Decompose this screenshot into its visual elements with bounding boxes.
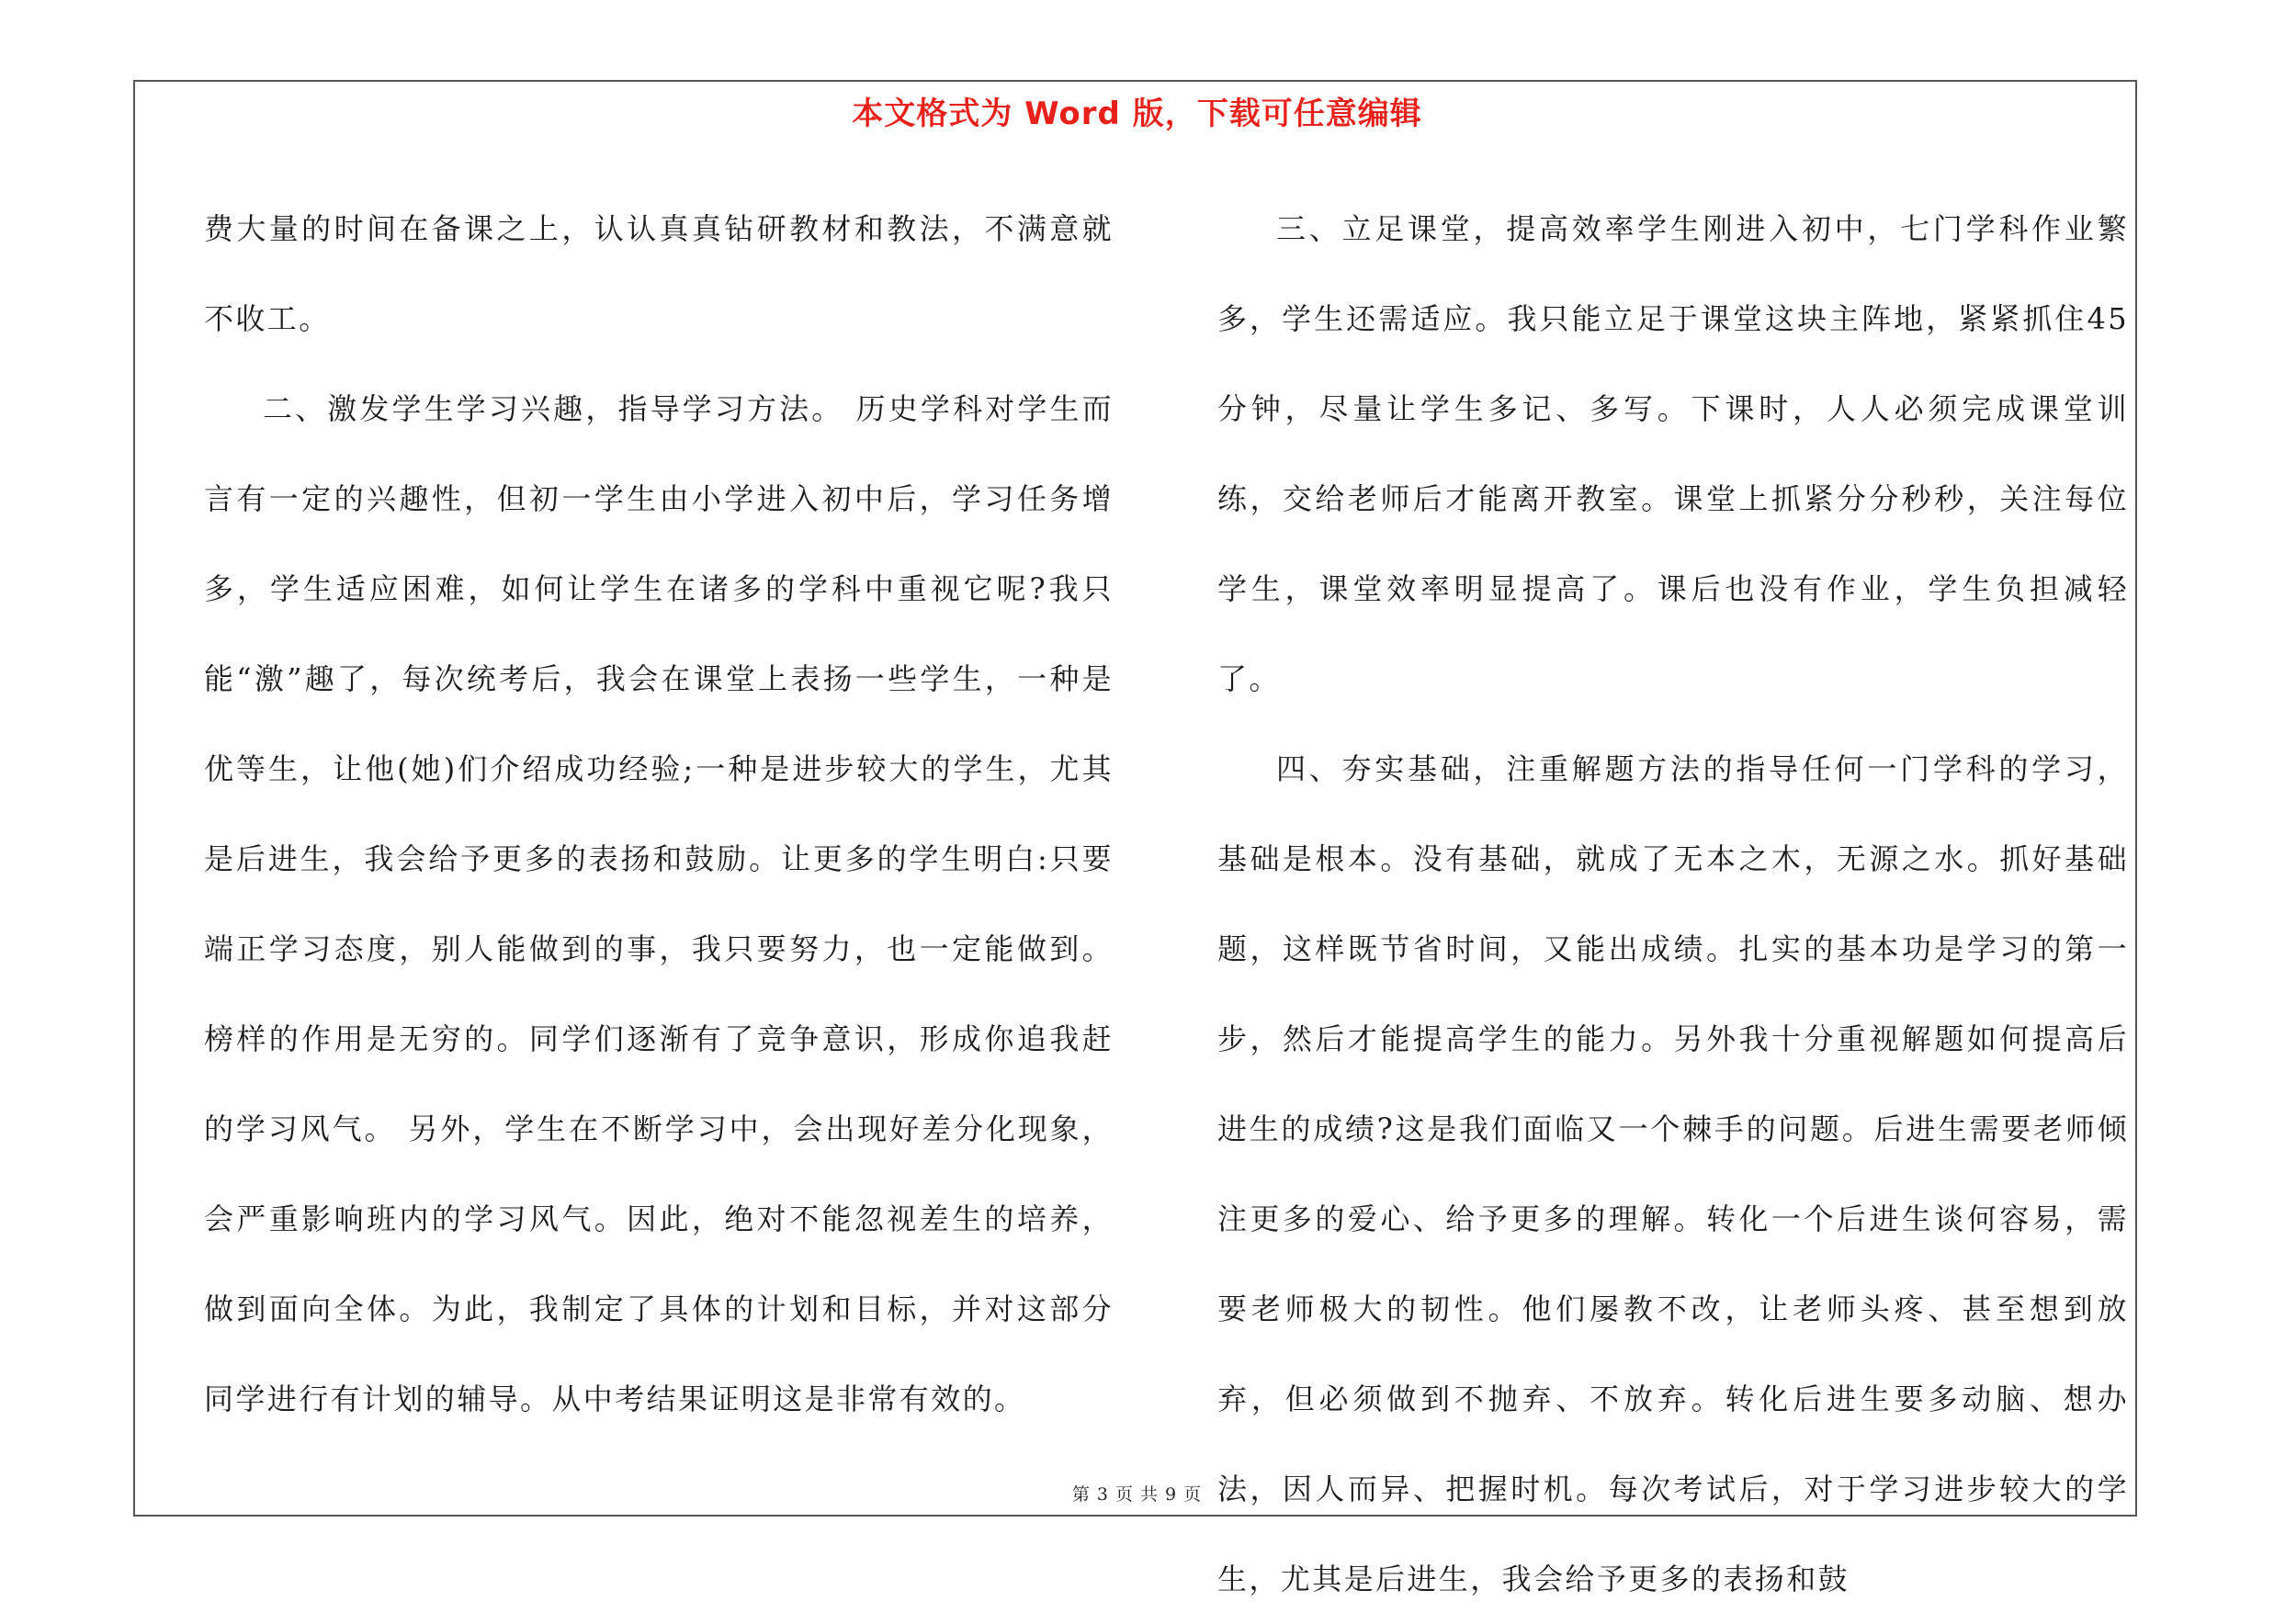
right-text-column [1217, 184, 2129, 1624]
paragraph-continuation: 费大量的时间在备课之上，认认真真钻研教材和教法，不满意就不收工。 [204, 211, 1114, 336]
left-text-column [204, 184, 1114, 1444]
format-notice-banner: 本文格式为 Word 版，下载可任意编辑 [852, 96, 1422, 132]
page-number: 第 3 页 共 9 页 [1071, 1484, 1203, 1505]
paragraph-section-four: 四、夯实基础，注重解题方法的指导任何一门学科的学习，基础是根本。没有基础，就成了无本之木，无源之水。抓好基础题，这样既节省时间，又能出成绩。扎实的基本功是学习的第一步，然后才能提高学生的能力。另外我十分重视解题如何提高后进生的成绩?这是我们面临又一个棘手的问题。后进生需要老师倾注更多的爱心、给予更多的理解。转化一个后进生谈何容易，需要老师极大的韧性。他们屡教不改，让老师头疼、甚至想到放弃，但必须做到不抛弃、不放弃。转化后进生要多动脑、想办法，因人而异、把握时机。每次考试后，对于学习进步较大的学生，尤其是后进生，我会给予更多的表扬和鼓 [1217, 751, 2129, 1596]
paragraph-section-three: 三、立足课堂，提高效率学生刚进入初中，七门学科作业繁多，学生还需适应。我只能立足于课堂这块主阵地，紧紧抓住45分钟，尽量让学生多记、多写。下课时，人人必须完成课堂训练，交给老师后才能离开教室。课堂上抓紧分分秒秒，关注每位学生，课堂效率明显提高了。课后也没有作业，学生负担减轻了。 [1217, 211, 2129, 696]
paragraph-section-two: 二、激发学生学习兴趣，指导学习方法。 历史学科对学生而言有一定的兴趣性，但初一学生由小学进入初中后，学习任务增多，学生适应困难，如何让学生在诸多的学科中重视它呢?我只能“激”趣了，每次统考后，我会在课堂上表扬一些学生，一种是优等生，让他(她)们介绍成功经验;一种是进步较大的学生，尤其是后进生，我会给予更多的表扬和鼓励。让更多的学生明白:只要端正学习态度，别人能做到的事，我只要努力，也一定能做到。榜样的作用是无穷的。同学们逐渐有了竞争意识，形成你追我赶的学习风气。 另外，学生在不断学习中，会出现好差分化现象，会严重影响班内的学习风气。因此，绝对不能忽视差生的培养，做到面向全体。为此，我制定了具体的计划和目标，并对这部分同学进行有计划的辅导。从中考结果证明这是非常有效的。 [204, 391, 1114, 1416]
